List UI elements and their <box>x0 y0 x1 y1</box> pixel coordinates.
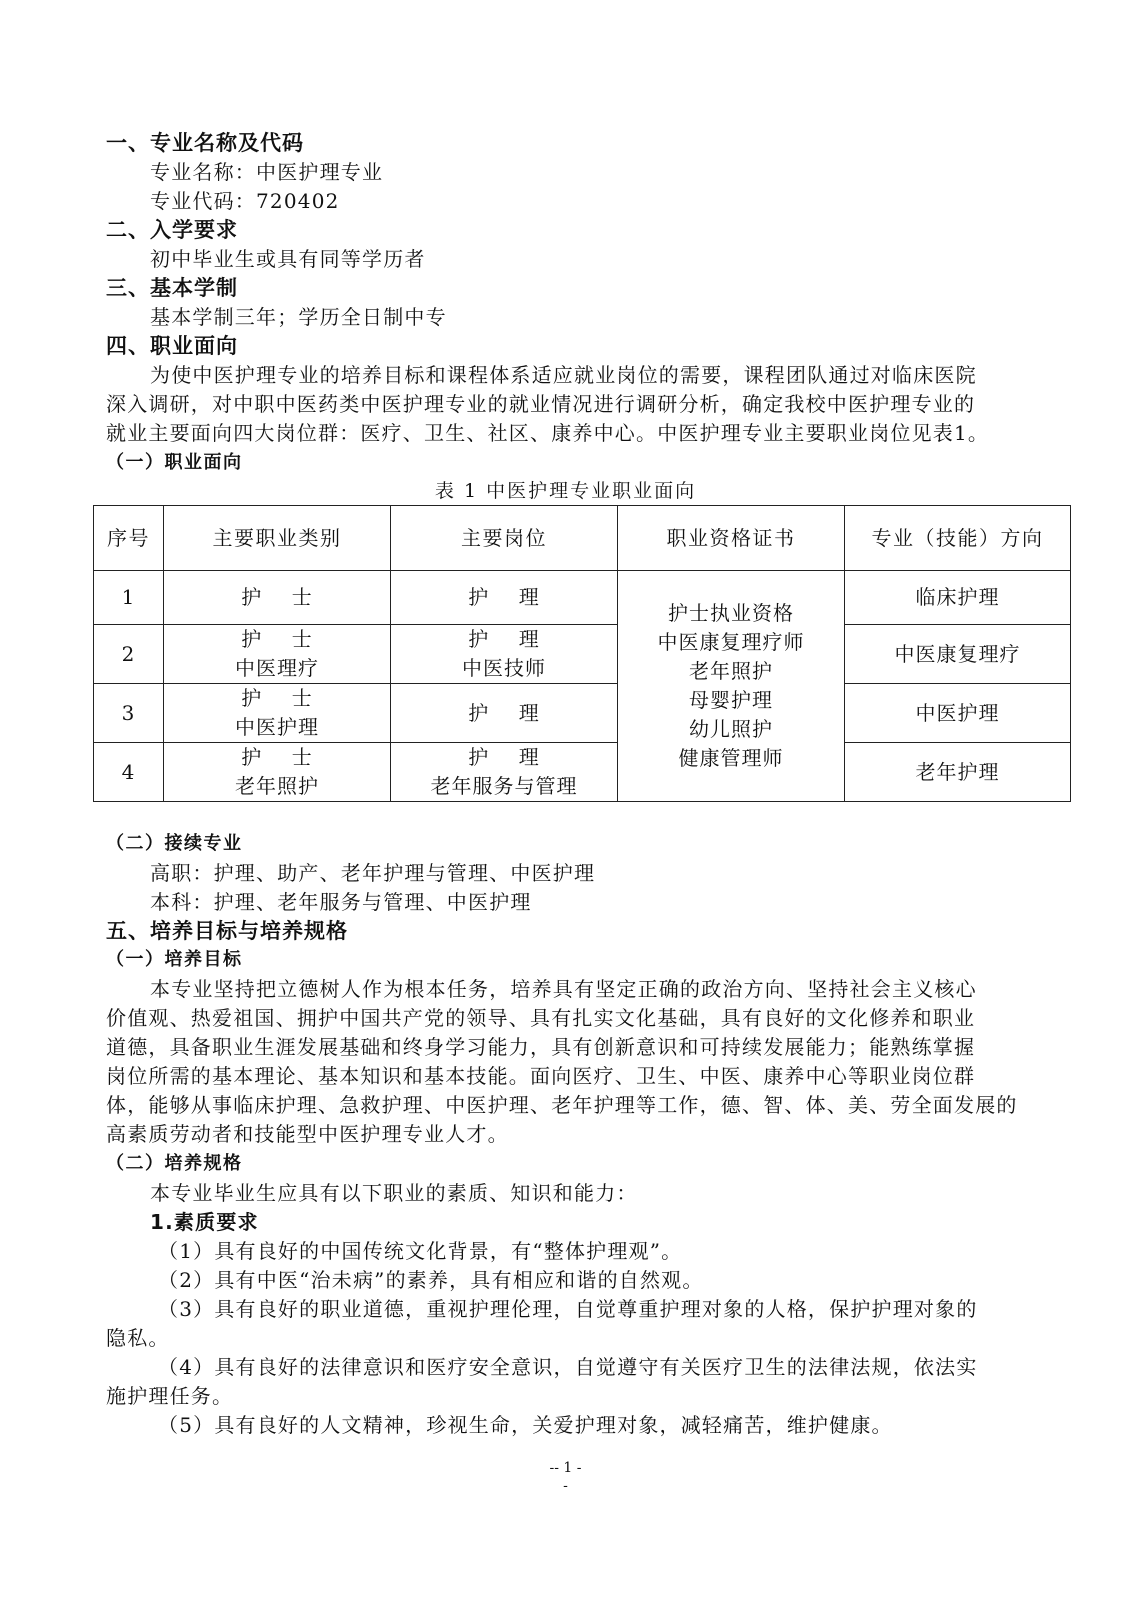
goal-line-3: 道德，具备职业生涯发展基础和终身学习能力，具有创新意识和可持续发展能力；能熟练掌握 <box>106 1035 976 1059</box>
row-no: 4 <box>94 743 164 802</box>
major-name: 专业名称：中医护理专业 <box>150 160 384 184</box>
header-certificate: 职业资格证书 <box>618 506 845 571</box>
header-direction: 专业（技能）方向 <box>845 506 1071 571</box>
quality-item-2: （2）具有中医“治未病”的素养，具有相应和谐的自然观。 <box>158 1268 704 1292</box>
certificate-item: 母婴护理 <box>689 688 773 712</box>
section-4-heading: 四、职业面向 <box>106 334 238 358</box>
section-2-heading: 二、入学要求 <box>106 218 238 242</box>
row-post: 护 理 <box>391 684 618 743</box>
row-direction: 老年护理 <box>845 743 1071 802</box>
career-para-line-3: 就业主要面向四大岗位群：医疗、卫生、社区、康养中心。中医护理专业主要职业岗位见表1。 <box>106 421 990 445</box>
quality-item-5: （5）具有良好的人文精神，珍视生命，关爱护理对象，减轻痛苦，维护健康。 <box>158 1413 893 1437</box>
row-no: 1 <box>94 571 164 625</box>
quality-item-3-cont: 隐私。 <box>106 1326 170 1350</box>
table-row <box>94 625 1071 684</box>
career-para-line-2: 深入调研，对中职中医药类中医护理专业的就业情况进行调研分析，确定我校中医护理专业的 <box>106 392 976 416</box>
goal-line-2: 价值观、热爱祖国、拥护中国共产党的领导、具有扎实文化基础，具有良好的文化修养和职业 <box>106 1006 976 1030</box>
career-table <box>93 505 1071 802</box>
certificate-item: 老年照护 <box>689 659 773 683</box>
certificate-item: 健康管理师 <box>678 746 784 770</box>
header-post: 主要岗位 <box>391 506 618 571</box>
quality-requirements-heading: 1.素质要求 <box>150 1210 259 1234</box>
subsection-training-spec: （二）培养规格 <box>106 1153 243 1174</box>
table-row <box>94 743 1071 802</box>
section-3-heading: 三、基本学制 <box>106 276 238 300</box>
row-post: 护 理 中医技师 <box>391 625 618 684</box>
subsection-career-orientation: （一）职业面向 <box>106 452 243 473</box>
row-category: 护 士 中医理疗 <box>164 625 391 684</box>
goal-line-6: 高素质劳动者和技能型中医护理专业人才。 <box>106 1122 509 1146</box>
goal-line-4: 岗位所需的基本理论、基本知识和基本技能。面向医疗、卫生、中医、康养中心等职业岗位群 <box>106 1064 976 1088</box>
subsection-continuing-majors: （二）接续专业 <box>106 833 243 854</box>
section-1-heading: 一、专业名称及代码 <box>106 131 304 155</box>
goal-line-1: 本专业坚持把立德树人作为根本任务，培养具有坚定正确的政治方向、坚持社会主义核心 <box>150 977 977 1001</box>
schooling-length: 基本学制三年；学历全日制中专 <box>150 305 447 329</box>
quality-item-3: （3）具有良好的职业道德，重视护理伦理，自觉尊重护理对象的人格，保护护理对象的 <box>158 1297 978 1321</box>
table-row <box>94 684 1071 743</box>
spec-intro: 本专业毕业生应具有以下职业的素质、知识和能力： <box>150 1181 638 1205</box>
certificate-item: 护士执业资格 <box>668 601 794 625</box>
row-category: 护 士 中医护理 <box>164 684 391 743</box>
row-category: 护 士 <box>164 571 391 625</box>
goal-line-5: 体，能够从事临床护理、急救护理、中医护理、老年护理等工作，德、智、体、美、劳全面发展的 <box>106 1093 1018 1117</box>
row-post: 护 理 <box>391 571 618 625</box>
table-row <box>94 571 1071 625</box>
quality-item-4-cont: 施护理任务。 <box>106 1384 234 1408</box>
subsection-training-goal: （一）培养目标 <box>106 949 243 970</box>
row-direction: 临床护理 <box>845 571 1071 625</box>
page-number: -- 1 - <box>549 1460 582 1476</box>
footer-dash: - <box>563 1478 568 1494</box>
row-no: 3 <box>94 684 164 743</box>
quality-item-4: （4）具有良好的法律意识和医疗安全意识，自觉遵守有关医疗卫生的法律法规，依法实 <box>158 1355 978 1379</box>
certificate-item: 中医康复理疗师 <box>657 630 805 654</box>
quality-item-1: （1）具有良好的中国传统文化背景，有“整体护理观”。 <box>158 1239 683 1263</box>
header-category: 主要职业类别 <box>164 506 391 571</box>
header-no: 序号 <box>94 506 164 571</box>
continuing-higher-vocational: 高职：护理、助产、老年护理与管理、中医护理 <box>150 861 596 885</box>
certificate-cell <box>618 571 845 802</box>
table-caption: 表 1 中医护理专业职业面向 <box>434 480 697 502</box>
row-direction: 中医康复理疗 <box>845 625 1071 684</box>
row-no: 2 <box>94 625 164 684</box>
major-code: 专业代码：720402 <box>150 189 340 213</box>
row-category: 护 士 老年照护 <box>164 743 391 802</box>
continuing-undergraduate: 本科：护理、老年服务与管理、中医护理 <box>150 890 532 914</box>
table-header-row <box>94 506 1071 571</box>
row-direction: 中医护理 <box>845 684 1071 743</box>
certificate-item: 幼儿照护 <box>689 717 773 741</box>
career-para-line-1: 为使中医护理专业的培养目标和课程体系适应就业岗位的需要，课程团队通过对临床医院 <box>150 363 977 387</box>
section-5-heading: 五、培养目标与培养规格 <box>106 919 348 943</box>
admission-requirement: 初中毕业生或具有同等学历者 <box>150 247 426 271</box>
row-post: 护 理 老年服务与管理 <box>391 743 618 802</box>
